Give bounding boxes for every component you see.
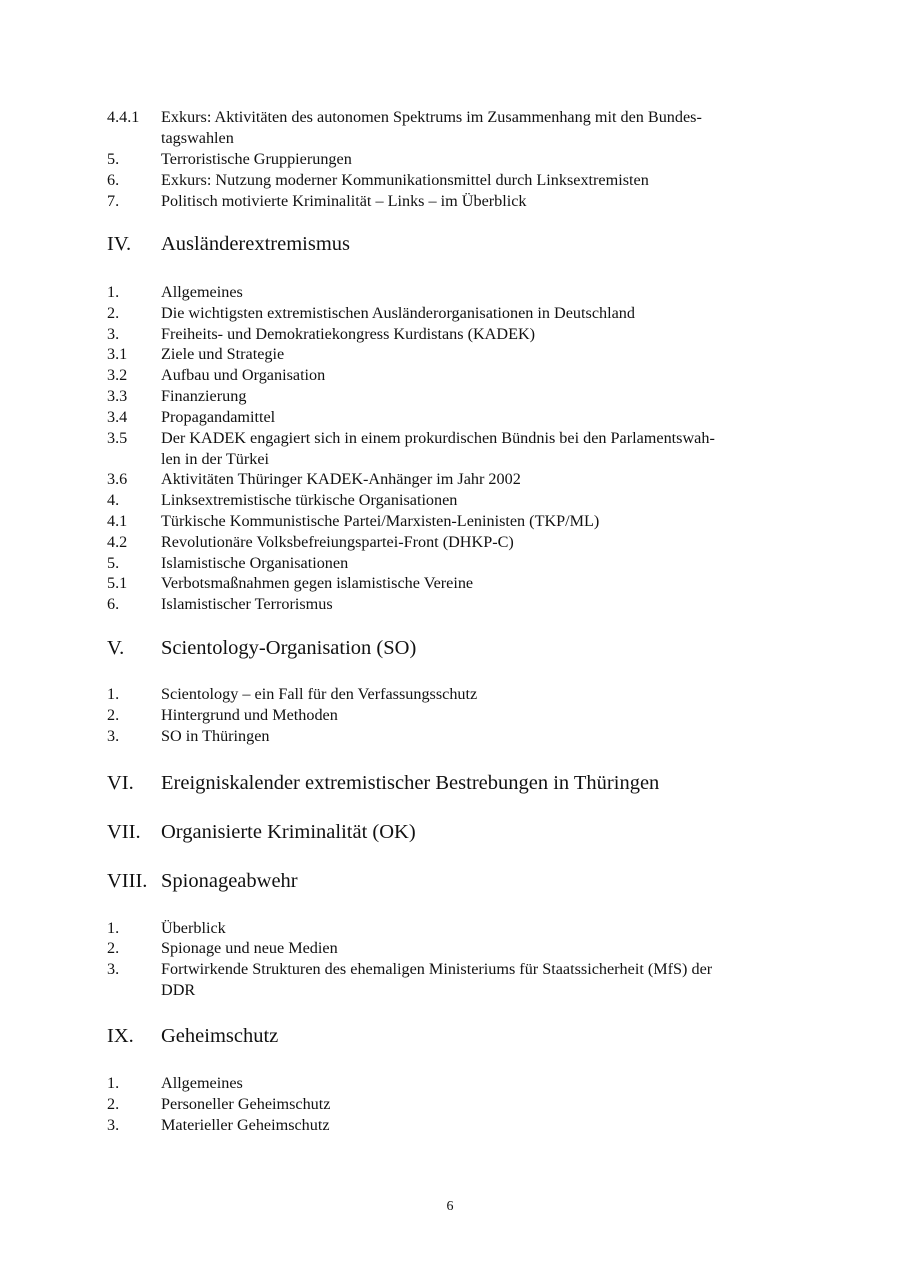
section-number: VI. [107, 772, 134, 794]
toc-entry-text: Finanzierung [161, 387, 247, 405]
toc-entry-number: 3. [107, 325, 120, 343]
toc-entry-number: 3.2 [107, 366, 128, 384]
toc-entry-text-continued: DDR [161, 981, 196, 999]
toc-entry-number: 6. [107, 171, 120, 189]
toc-entry-number: 1. [107, 1074, 120, 1092]
toc-entry-text-continued: tagswahlen [161, 129, 234, 147]
toc-entry-text: Aktivitäten Thüringer KADEK-Anhänger im Jahr 2002 [161, 470, 521, 488]
toc-entry-text: Allgemeines [161, 283, 243, 301]
toc-entry-number: 3. [107, 1116, 120, 1134]
toc-entry-text: Ziele und Strategie [161, 345, 285, 363]
toc-entry-number: 1. [107, 685, 120, 703]
toc-entry-text: Exkurs: Aktivitäten des autonomen Spektrums im Zusammenhang mit den Bundes- [161, 108, 702, 126]
section-number: VII. [107, 821, 141, 843]
toc-entry-text: Personeller Geheimschutz [161, 1095, 331, 1113]
toc-entry-text: Materieller Geheimschutz [161, 1116, 330, 1134]
toc-entry-number: 2. [107, 706, 120, 724]
toc-entry-number: 3. [107, 727, 120, 745]
toc-entry-text: Hintergrund und Methoden [161, 706, 338, 724]
toc-entry-text: Der KADEK engagiert sich in einem prokurdischen Bündnis bei den Parlamentswah- [161, 429, 715, 447]
toc-entry-text: Allgemeines [161, 1074, 243, 1092]
section-title: Scientology-Organisation (SO) [161, 637, 417, 659]
toc-entry-text: Propagandamittel [161, 408, 276, 426]
toc-entry-text: Revolutionäre Volksbefreiungspartei-Front (DHKP-C) [161, 533, 514, 551]
toc-entry-text: Islamistische Organisationen [161, 554, 349, 572]
section-title: Ausländerextremismus [161, 233, 351, 255]
section-title: Geheimschutz [161, 1025, 279, 1047]
section-number: VIII. [107, 870, 148, 892]
toc-entry-number: 4.4.1 [107, 108, 140, 126]
toc-entry-text: Fortwirkende Strukturen des ehemaligen Ministeriums für Staatssicherheit (MfS) der [161, 960, 713, 978]
toc-entry-text-continued: len in der Türkei [161, 450, 270, 468]
toc-entry-text: Türkische Kommunistische Partei/Marxisten-Leninisten (TKP/ML) [161, 512, 600, 530]
toc-entry-text: Exkurs: Nutzung moderner Kommunikationsmittel durch Linksextremisten [161, 171, 649, 189]
section-number: IX. [107, 1025, 134, 1047]
toc-entry-number: 4. [107, 491, 120, 509]
toc-entry-number: 5.1 [107, 574, 128, 592]
toc-entry-number: 1. [107, 919, 120, 937]
toc-entry-number: 5. [107, 150, 120, 168]
toc-entry-text: Die wichtigsten extremistischen Ausländerorganisationen in Deutschland [161, 304, 635, 322]
section-title: Ereigniskalender extremistischer Bestrebungen in Thüringen [161, 772, 660, 794]
toc-entry-number: 2. [107, 1095, 120, 1113]
toc-entry-number: 7. [107, 192, 120, 210]
toc-entry-text: Terroristische Gruppierungen [161, 150, 352, 168]
toc-entry-number: 3.5 [107, 429, 128, 447]
toc-entry-text: Islamistischer Terrorismus [161, 595, 333, 613]
toc-entry-number: 3.3 [107, 387, 128, 405]
toc-entry-text: Freiheits- und Demokratiekongress Kurdistans (KADEK) [161, 325, 536, 343]
section-title: Organisierte Kriminalität (OK) [161, 821, 416, 843]
toc-entry-number: 3.1 [107, 345, 128, 363]
toc-entry-number: 3.6 [107, 470, 128, 488]
toc-entry-text: Linksextremistische türkische Organisationen [161, 491, 458, 509]
toc-entry-number: 4.1 [107, 512, 128, 530]
toc-entry-text: Spionage und neue Medien [161, 939, 338, 957]
toc-entry-number: 1. [107, 283, 120, 301]
page-number: 6 [446, 1199, 454, 1214]
toc-entry-number: 3.4 [107, 408, 128, 426]
toc-entry-number: 5. [107, 554, 120, 572]
toc-entry-number: 3. [107, 960, 120, 978]
toc-entry-number: 2. [107, 939, 120, 957]
toc-entry-number: 6. [107, 595, 120, 613]
toc-entry-text: Verbotsmaßnahmen gegen islamistische Vereine [161, 574, 474, 592]
toc-entry-text: Überblick [161, 919, 226, 937]
toc-entry-text: SO in Thüringen [161, 727, 270, 745]
toc-entry-number: 4.2 [107, 533, 128, 551]
toc-entry-text: Aufbau und Organisation [161, 366, 326, 384]
section-title: Spionageabwehr [161, 870, 298, 892]
section-number: IV. [107, 233, 132, 255]
toc-entry-text: Scientology – ein Fall für den Verfassungsschutz [161, 685, 478, 703]
toc-entry-text: Politisch motivierte Kriminalität – Links – im Überblick [161, 192, 527, 210]
toc-entry-number: 2. [107, 304, 120, 322]
section-number: V. [107, 637, 125, 659]
